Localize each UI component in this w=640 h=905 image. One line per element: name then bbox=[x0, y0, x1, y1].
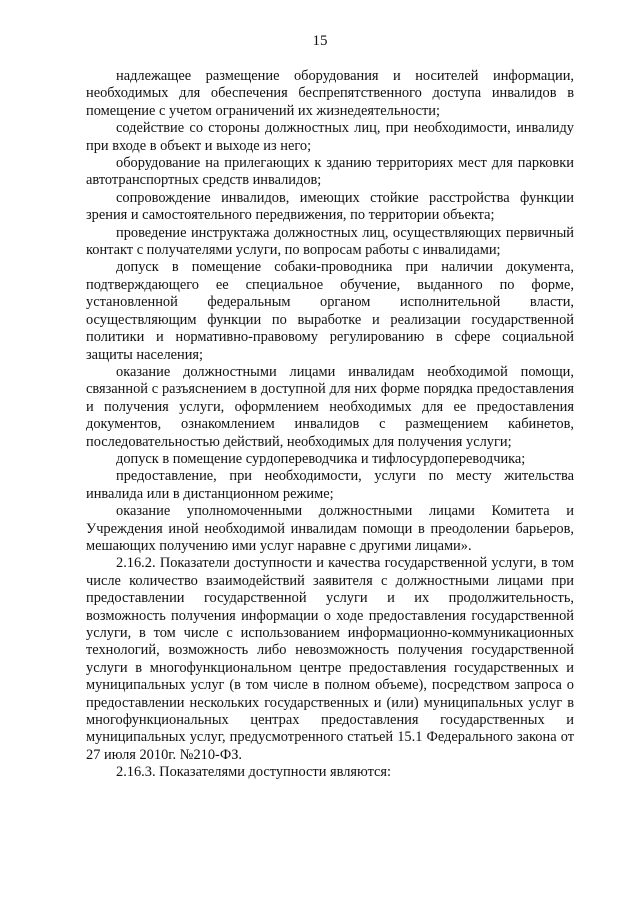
paragraph-section-2-16-3: 2.16.3. Показателями доступности являются: bbox=[116, 764, 392, 781]
paragraph-staff-assistance: содействие со стороны должностных лиц, при необходимости, инвалиду при входе в объект и выходе из него; bbox=[86, 120, 574, 154]
paragraph-staff-briefing: проведение инструктажа должностных лиц, осуществляющих первичный контакт с получателями услуги, по вопросам работы с инвалидами; bbox=[86, 224, 574, 259]
paragraph-interpreter: допуск в помещение сурдопереводчика и тифлосурдопереводчика; bbox=[116, 450, 526, 467]
paragraph-other-help: оказание уполномоченными должностными лицами Комитета и Учреждения иной необходимой инвалидам помощи в преодолении барьеров, мешающих получению ими услуг наравне с другими лицами». bbox=[86, 503, 574, 554]
paragraph-remote-service: предоставление, при необходимости, услуги по месту жительства инвалида или в дистанционном режиме; bbox=[86, 468, 574, 502]
paragraph-parking: оборудование на прилегающих к зданию территориях мест для парковки автотранспортных средств инвалидов; bbox=[86, 155, 574, 189]
document-body bbox=[86, 68, 574, 782]
paragraph-staff-help: оказание должностными лицами инвалидам необходимой помощи, связанной с разъяснением в доступной для них форме порядка предоставления и получения услуги, оформлением необходимых для ее предоставления документов, ознакомлением инвалидов с размещением кабинетов, последовательностью действий, необходимых для получения услуги; bbox=[86, 363, 574, 450]
paragraph-guide-dog: допуск в помещение собаки-проводника при наличии документа, подтверждающего ее специальное обучение, выданного по форме, установленной федеральным органом исполнительной власти, осуществляющим функции по выработке и реализации государственной политики и нормативно-правовому регулированию в сфере социальной защиты населения; bbox=[86, 259, 574, 363]
page-number: 15 bbox=[312, 33, 328, 49]
paragraph-section-2-16-2: 2.16.2. Показатели доступности и качества государственной услуги, в том числе количество взаимодействий заявителя с должностными лицами при предоставлении государственной услуги и их продолжительность, возможность получения информации о ходе предоставления государственной услуги, в том числе с использованием информационно-коммуникационных технологий, возможность либо невозможность получения государственной услуги в многофункциональном центре предоставления государственных и муниципальных услуг (в том числе в полном объеме), посредством запроса о предоставлении нескольких государственных и (или) муниципальных услуг в многофункциональных центрах предоставления государственных и муниципальных услуг, предусмотренного статьей 15.1 Федерального закона от 27 июля 2010г. №210-ФЗ. bbox=[86, 555, 574, 763]
paragraph-equipment-placement: надлежащее размещение оборудования и носителей информации, необходимых для обеспечения беспрепятственного доступа инвалидов в помещение с учетом ограничений их жизнедеятельности; bbox=[86, 68, 574, 119]
paragraph-escort: сопровождение инвалидов, имеющих стойкие расстройства функции зрения и самостоятельного передвижения, по территории объекта; bbox=[86, 189, 574, 224]
